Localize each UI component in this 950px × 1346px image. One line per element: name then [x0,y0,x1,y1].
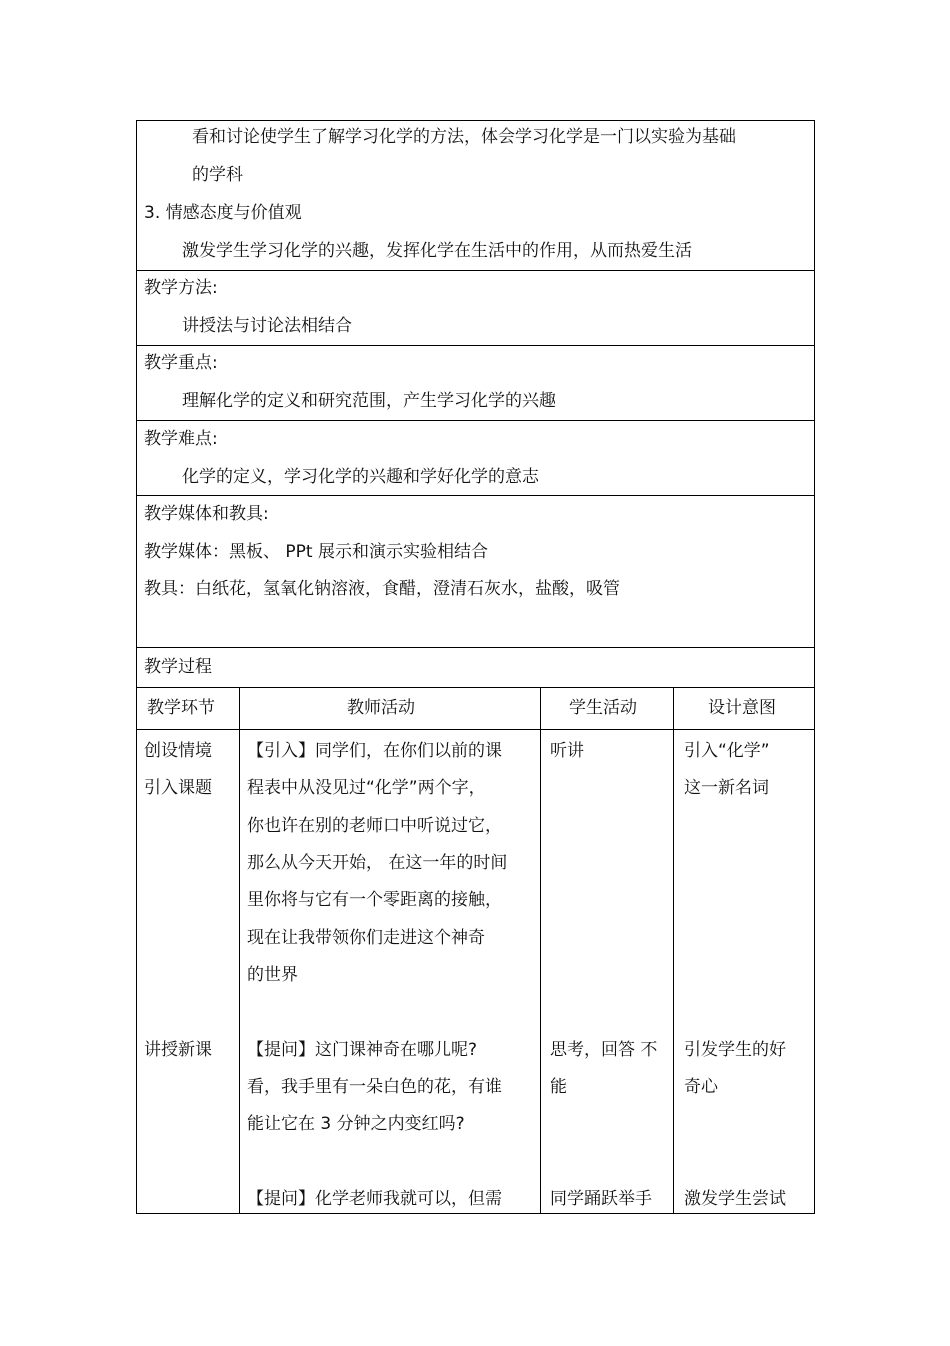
student-cell-line: 同学踊跃举手 [550,1189,652,1209]
teacher-cell-line: 你也许在别的老师口中听说过它， [247,816,502,836]
stage-cell-line: 引入课题 [144,778,212,798]
objective-text-line: 看和讨论使学生了解学习化学的方法，体会学习化学是一门以实验为基础 [192,127,736,147]
objective-text-line: 激发学生学习化学的兴趣，发挥化学在生活中的作用，从而热爱生活 [182,241,692,261]
teacher-cell-line: 里你将与它有一个零距离的接触， [247,890,502,910]
objective-text-line: 的学科 [192,165,243,185]
tools-line: 教具：白纸花，氢氧化钠溶液，食醋，澄清石灰水，盐酸，吸管 [144,579,620,599]
objective-heading: 3. 情感态度与价值观 [144,203,302,223]
teacher-cell-line: 程表中从没见过“化学”两个字， [247,778,486,798]
lesson-plan-table [136,120,815,1214]
student-cell-line: 能 [550,1077,567,1097]
header-intent: 设计意图 [708,698,776,718]
method-text: 讲授法与讨论法相结合 [182,316,352,336]
key-points-text: 理解化学的定义和研究范围，产生学习化学的兴趣 [182,391,556,411]
header-teacher: 教师活动 [347,698,415,718]
stage-cell-line: 创设情境 [144,741,212,761]
key-points-label: 教学重点: [144,353,218,373]
row-divider [137,647,814,648]
student-cell-line: 听讲 [550,741,584,761]
row-divider [137,420,814,421]
difficulties-text: 化学的定义，学习化学的兴趣和学好化学的意志 [182,467,539,487]
intent-cell-line: 奇心 [684,1077,718,1097]
stage-cell-line: 讲授新课 [144,1040,212,1060]
row-divider [137,270,814,271]
method-label: 教学方法: [144,278,218,298]
teacher-cell-line: 能让它在 3 分钟之内变红吗? [247,1114,465,1134]
teacher-cell-line: 那么从今天开始， 在这一年的时间 [247,853,508,873]
header-stage: 教学环节 [147,698,215,718]
teacher-cell-line: 现在让我带领你们走进这个神奇 [247,928,485,948]
column-divider [540,687,541,1214]
teacher-cell-line: 【提问】这门课神奇在哪儿呢? [247,1040,478,1060]
column-divider [239,687,240,1214]
process-title: 教学过程 [144,657,212,677]
intent-cell-line: 这一新名词 [684,778,769,798]
intent-cell-line: 引入“化学” [684,741,770,761]
intent-cell-line: 引发学生的好 [684,1040,786,1060]
header-student: 学生活动 [569,698,637,718]
row-divider [137,495,814,496]
teacher-cell-line: 的世界 [247,965,298,985]
column-divider [673,687,674,1214]
teacher-cell-line: 【提问】化学老师我就可以，但需 [247,1189,502,1209]
row-divider [137,345,814,346]
media-line: 教学媒体：黑板、 PPt 展示和演示实验相结合 [144,542,488,562]
media-label: 教学媒体和教具: [144,504,269,524]
teacher-cell-line: 看，我手里有一朵白色的花，有谁 [247,1077,502,1097]
student-cell-line: 思考，回答 不 [550,1040,658,1060]
teacher-cell-line: 【引入】同学们，在你们以前的课 [247,741,502,761]
intent-cell-line: 激发学生尝试 [684,1189,786,1209]
difficulties-label: 教学难点: [144,429,218,449]
